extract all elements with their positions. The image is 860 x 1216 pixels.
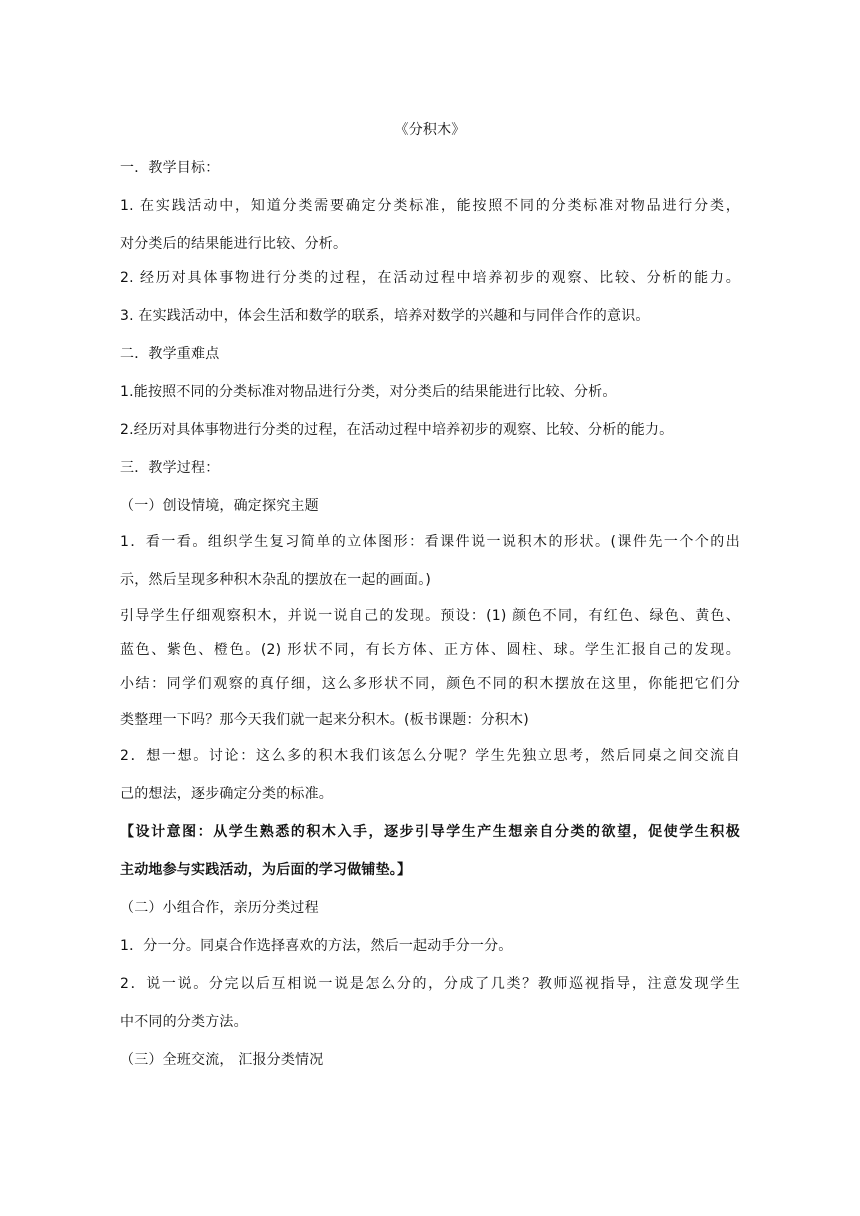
paragraph-line: 2．想一想。讨论：这么多的积木我们该怎么分呢？学生先独立思考，然后同桌之间交流自 [120,748,740,764]
paragraph-line: 蓝色、紫色、橙色。(2) 形状不同，有长方体、正方体、圆柱、球。学生汇报自己的发现。 [120,642,740,658]
paragraph-line: 1．分一分。同桌合作选择喜欢的方法，然后一起动手分一分。 [120,938,513,954]
paragraph-line: 2. 经历对具体事物进行分类的过程，在活动过程中培养初步的观察、比较、分析的能力。 [120,270,740,286]
paragraph-line: 2.经历对具体事物进行分类的过程，在活动过程中培养初步的观察、比较、分析的能力。 [120,422,674,438]
paragraph-line: 小结：同学们观察的真仔细，这么多形状不同，颜色不同的积木摆放在这里，你能把它们分 [120,676,740,692]
paragraph-line: 1．看一看。组织学生复习简单的立体图形：看课件说一说积木的形状。(课件先一个个的出 [120,534,740,550]
subsection-heading: （三）全班交流， 汇报分类情况 [120,1052,324,1068]
paragraph-line: 引导学生仔细观察积木，并说一说自己的发现。预设：(1) 颜色不同，有红色、绿色、黄色、 [120,608,740,624]
design-intent-line: 主动地参与实践活动，为后面的学习做铺垫。】 [120,862,412,878]
paragraph-line: 1. 在实践活动中，知道分类需要确定分类标准，能按照不同的分类标准对物品进行分类， [120,198,740,214]
paragraph-line: 己的想法，逐步确定分类的标准。 [120,786,333,802]
paragraph-line: 对分类后的结果能进行比较、分析。 [120,236,348,252]
document-title: 《分积木》 [394,122,466,138]
paragraph-line: 2．说一说。分完以后互相说一说是怎么分的，分成了几类？教师巡视指导，注意发现学生 [120,976,740,992]
section-heading: 三．教学过程： [120,460,220,476]
section-heading: 二．教学重难点 [120,346,220,362]
subsection-heading: （一）创设情境，确定探究主题 [120,498,319,514]
design-intent-line: 【设计意图：从学生熟悉的积木入手，逐步引导学生产生想亲自分类的欲望，促使学生积极 [120,824,740,840]
paragraph-line: 3. 在实践活动中，体会生活和数学的联系，培养对数学的兴趣和与同伴合作的意识。 [120,308,650,324]
paragraph-line: 1.能按照不同的分类标准对物品进行分类，对分类后的结果能进行比较、分析。 [120,384,617,400]
paragraph-line: 示，然后呈现多种积木杂乱的摆放在一起的画面。) [120,572,432,588]
paragraph-line: 中不同的分类方法。 [120,1014,248,1030]
section-heading: 一．教学目标： [120,160,220,176]
paragraph-line: 类整理一下吗？那今天我们就一起来分积木。(板书课题：分积木) [120,712,529,728]
subsection-heading: （二）小组合作，亲历分类过程 [120,900,319,916]
